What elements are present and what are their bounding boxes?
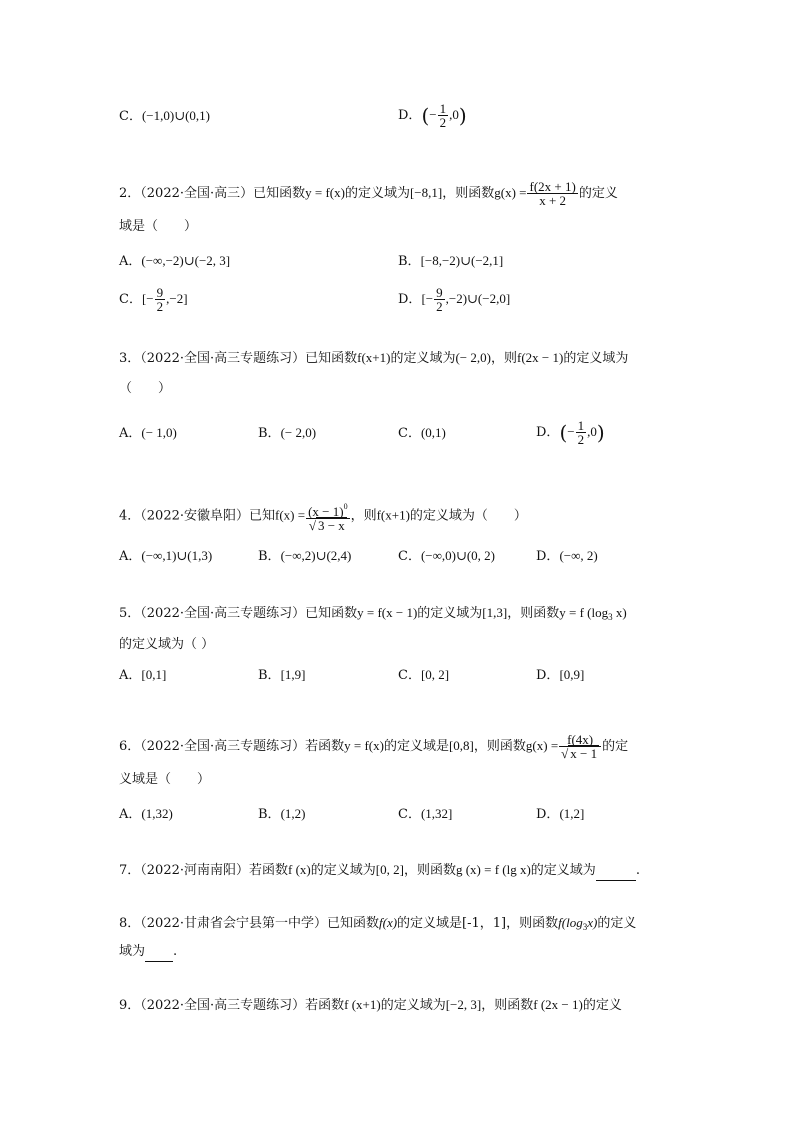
stem-math: f(x+1) [376,507,410,523]
option-label: C． [119,109,142,124]
minus-sign: − [567,424,575,439]
option-math: [0,1] [141,667,167,682]
option-label: C． [398,668,421,683]
q2-option-a [119,252,230,271]
stem-text: ，则函数 [442,186,495,201]
option-label: D． [536,549,560,564]
option-label: A． [119,668,142,683]
q3-option-b [258,424,316,443]
stem-text: ，则 [350,508,377,524]
stem-math: [1,3] [482,605,508,620]
option-math: ,−2)∪(−2,0] [445,291,511,306]
stem-text: 8．（2022·甘肃省会宁县第一中学）已知函数 [119,916,379,931]
stem-math: f(x) [379,915,398,930]
q6-option-d [536,805,584,824]
option-math: (− 1,0) [141,425,177,440]
q5-option-b [258,666,305,685]
fraction-denominator [559,747,601,760]
stem-text: 的定义 [597,916,637,931]
q4-option-b [258,547,351,566]
stem-math: f(log [558,915,583,930]
option-math: (−∞, 2) [559,548,598,563]
paren-close: ) [458,103,467,128]
stem-math: [−2, 3] [445,997,482,1012]
stem-math: f(x) = [275,507,306,523]
q2-option-b [398,252,503,271]
option-math: [1,9] [280,667,306,682]
fraction-numerator: 9 [436,285,443,300]
fraction [559,733,601,760]
fraction-denominator: 2 [436,299,443,314]
q2-option-c [119,286,188,313]
stem-text: . [173,944,178,959]
stem-text: 的定义域为 [344,186,410,201]
stem-text: 9．（2022·全国·高三专题练习）若函数 [119,998,345,1013]
option-math: (1,32) [141,806,173,821]
q8-stem-line1 [119,914,636,936]
stem-math: g (x) = f (lg x) [455,862,531,877]
stem-text: 的定义域为（ ） [409,508,527,524]
option-math: (− 2,0) [280,425,317,440]
stem-text: 的定义域为 [563,351,629,366]
paren-open: ( [421,103,430,128]
stem-math: y = f(x) [344,738,384,753]
option-math: ,−2] [166,291,188,306]
stem-text: 3．（2022·全国·高三专题练习）已知函数 [119,351,358,366]
q5-option-c [398,666,449,685]
q6-option-a [119,805,173,824]
option-label: B． [258,668,281,683]
option-label: D． [398,108,422,123]
option-label: B． [258,807,281,822]
option-label: D． [536,668,560,683]
log-base: 3 [608,612,613,622]
stem-text: ，则 [490,351,517,366]
option-math: [− [141,291,154,306]
stem-text: 的定 [602,739,629,754]
stem-text: . [635,863,640,878]
option-label: B． [258,426,281,441]
q3-option-d [536,419,605,446]
paren-close: ) [596,420,605,445]
fraction-denominator [306,519,350,532]
option-math: (−∞,1)∪(1,3) [141,548,213,563]
option-math: [0, 2] [420,667,450,682]
option-label: C． [119,292,142,307]
option-math: (−∞,2)∪(2,4) [280,548,352,563]
q4-option-a [119,547,212,566]
option-label: B． [258,549,281,564]
q1-option-c [119,107,210,126]
option-label: A． [119,807,142,822]
fraction-numerator: 1 [577,418,585,433]
q6-option-b [258,805,305,824]
q3-stem-line1 [119,349,628,368]
stem-text: 2．（2022·全国·高三）已知函数 [119,186,306,201]
q6-stem-line2: 义域是（ ） [119,772,211,787]
fraction-numerator: f(4x) [559,733,601,747]
q4-option-c [398,547,495,566]
stem-text: 的定义域为 [380,998,446,1013]
stem-text: ，则函数 [481,998,534,1013]
sqrt-icon: √ [308,518,316,533]
stem-text: 的定义域是 [383,739,449,754]
stem-math: [0,8] [448,738,474,753]
fraction-numerator: f(2x + 1) [529,179,576,194]
option-math: (−∞,0)∪(0, 2) [420,548,496,563]
q5-option-d [536,666,584,685]
fraction-denominator: 2 [439,115,447,130]
q4-option-d [536,547,598,566]
stem-text: 6．（2022·全国·高三专题练习）若函数 [119,739,345,754]
q1-option-d [398,102,467,129]
q6-option-c [398,805,452,824]
option-label: C． [398,549,421,564]
stem-math: x) [612,605,627,620]
stem-text: 的定义域是[-1，1]，则函数 [397,916,559,931]
stem-math: f (x) [288,862,311,877]
q3-option-c [398,424,446,443]
q3-option-a [119,424,177,443]
option-math: ,0 [449,107,459,122]
stem-math: f (2x − 1) [533,997,583,1012]
option-label: D． [398,292,422,307]
option-math: (1,2) [280,806,306,821]
q7-stem [119,861,640,881]
fraction [434,286,445,313]
fraction [576,419,587,446]
stem-text: 的定义域为 [310,863,376,878]
fraction-numerator: 9 [156,285,164,300]
stem-text: 的定义域为 [530,863,596,878]
stem-math: f (x+1) [344,997,381,1012]
stem-text: 的定义域为 [390,351,456,366]
answer-blank[interactable] [596,862,636,881]
stem-math: y = f (log [559,605,609,620]
q5-option-a [119,666,166,685]
option-label: B． [398,254,421,269]
minus-sign: − [429,107,437,122]
q3-stem-line2: （ ） [119,381,172,396]
option-math: (−∞,−2)∪(−2, 3] [141,253,231,268]
stem-math: g(x) = [494,185,527,200]
stem-math: [0, 2] [375,862,404,877]
fraction-numerator: 1 [439,101,447,116]
sqrt-icon: √ [561,746,569,761]
q5-stem-line1 [119,604,627,626]
paren-open: ( [559,420,568,445]
radicand: x − 1 [570,746,598,761]
option-label: A． [119,254,142,269]
numerator-base: (x − 1) [308,504,344,519]
stem-text: 7．（2022·河南南阳）若函数 [119,863,288,878]
option-label: A． [119,549,142,564]
stem-math: [−8,1] [409,185,443,200]
fraction [438,102,449,129]
stem-math: y = f(x − 1) [357,605,418,620]
fraction [155,286,166,313]
stem-text: 的定义 [578,186,618,201]
stem-math: y = f(x) [305,185,345,200]
option-math: (−1,0)∪(0,1) [141,108,210,123]
log-base: 3 [582,922,588,932]
option-label: C． [398,807,421,822]
stem-text: 域为 [119,944,146,959]
stem-math: x) [587,915,598,930]
fraction-denominator: 2 [156,299,164,314]
option-math: [0,9] [559,667,585,682]
q6-stem-line1 [119,733,628,760]
fraction-denominator: 2 [577,432,585,447]
stem-text: 的定义域为 [417,606,483,621]
radicand: 3 − x [317,518,345,533]
q8-stem-line2 [119,943,177,962]
option-math: [− [421,291,434,306]
stem-text: 4．（2022·安徽阜阳）已知 [119,508,275,524]
stem-text: ，则函数 [507,606,560,621]
answer-blank[interactable] [145,943,173,962]
option-label: D． [536,425,560,440]
stem-text: 5．（2022·全国·高三专题练习）已知函数 [119,606,358,621]
option-math: [−8,−2)∪(−2,1] [420,253,504,268]
q9-stem [119,996,622,1015]
option-label: C． [398,426,421,441]
stem-math: f(2x − 1) [516,350,564,365]
q2-stem-line1 [119,180,618,207]
option-math: ,0 [587,424,597,439]
option-math: (1,32] [420,806,453,821]
q2-stem-line2: 域是（ ） [119,219,198,234]
option-label: A． [119,426,142,441]
stem-text: 的定义 [582,998,622,1013]
option-math: (1,2] [559,806,585,821]
stem-text: ，则函数 [473,739,526,754]
fraction [306,500,350,532]
q5-stem-line2: 的定义域为（ ） [119,637,215,652]
q2-option-d [398,286,510,313]
option-label: D． [536,807,560,822]
stem-math: g(x) = [525,738,559,753]
stem-math: (− 2,0) [455,350,491,365]
stem-text: ，则函数 [403,863,456,878]
fraction-denominator: x + 2 [539,193,567,208]
option-math: (0,1) [420,425,446,440]
numerator-exponent: 0 [343,502,348,511]
q4-stem [119,500,527,532]
fraction [527,180,577,207]
stem-math: f(x+1) [357,350,391,365]
